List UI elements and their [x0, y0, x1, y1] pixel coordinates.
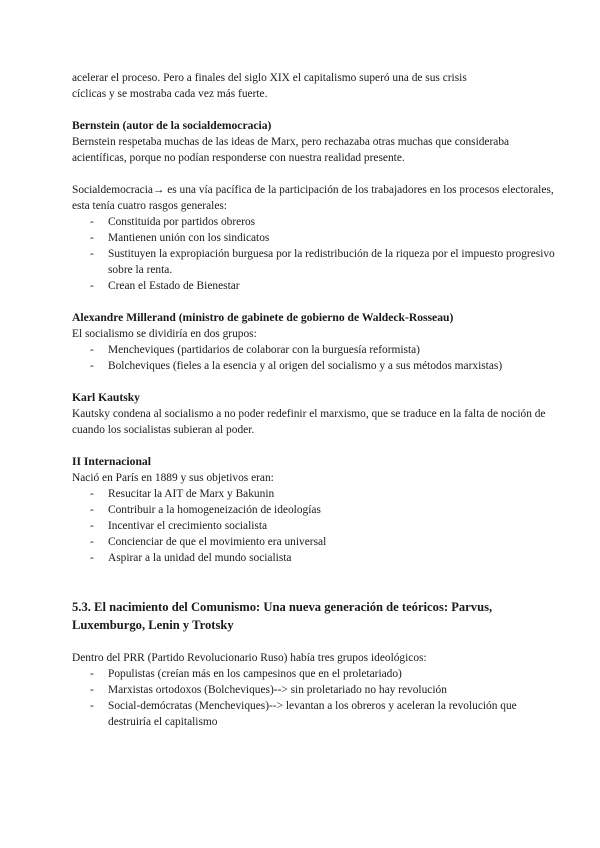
kautsky-heading: Karl Kautsky	[72, 391, 140, 404]
list-item: - Populistas (creían más en los campesinos que en el proletariado)	[72, 666, 560, 682]
millerand-list	[72, 342, 560, 374]
internacional-heading: II Internacional	[72, 455, 151, 468]
millerand-heading: Alexandre Millerand (ministro de gabinete de gobierno de Waldeck-Rosseau)	[72, 311, 454, 324]
list-item: - Bolcheviques (fieles a la esencia y al origen del socialismo y a sus métodos marxistas)	[72, 358, 560, 374]
socialdemocracia-intro: Socialdemocracia→ es una vía pacífica de la participación de los trabajadores en los procesos electorales, esta tenía cuatro rasgos generales:	[72, 184, 554, 212]
section-5-3-intro: Dentro del PRR (Partido Revolucionario Ruso) había tres grupos ideológicos:	[72, 652, 427, 664]
bernstein-heading: Bernstein (autor de la socialdemocracia)	[72, 119, 272, 132]
list-item: - Crean el Estado de Bienestar	[72, 278, 560, 294]
list-item: - Mencheviques (partidarios de colaborar con la burguesía reformista)	[72, 342, 560, 358]
spacer	[72, 374, 560, 390]
socialdemocracia-list	[72, 214, 560, 294]
spacer	[72, 566, 560, 598]
millerand-intro: El socialismo se dividiría en dos grupos:	[72, 328, 257, 340]
list-item: - Marxistas ortodoxos (Bolcheviques)--> sin proletariado no hay revolución	[72, 682, 560, 698]
list-item: - Concienciar de que el movimiento era universal	[72, 534, 560, 550]
spacer	[72, 438, 560, 454]
list-item: - Social-demócratas (Mencheviques)--> levantan a los obreros y aceleran la revolución que destruiría el capitalismo	[72, 698, 560, 730]
list-item: - Contribuir a la homogeneización de ideologías	[72, 502, 560, 518]
list-item: - Incentivar el crecimiento socialista	[72, 518, 560, 534]
intro-line-2: cíclicas y se mostraba cada vez más fuerte.	[72, 88, 268, 100]
spacer	[72, 166, 560, 182]
spacer	[72, 634, 560, 650]
intro-line-1: acelerar el proceso. Pero a finales del siglo XIX el capitalismo superó una de sus crisis	[72, 72, 467, 84]
list-item: - Aspirar a la unidad del mundo socialista	[72, 550, 560, 566]
kautsky-text: Kautsky condena al socialismo a no poder redefinir el marxismo, que se traduce en la falta de noción de cuando los socialistas subieran al poder.	[72, 408, 546, 436]
spacer	[72, 102, 560, 118]
section-5-3-list	[72, 666, 560, 730]
spacer	[72, 294, 560, 310]
internacional-intro: Nació en París en 1889 y sus objetivos eran:	[72, 472, 274, 484]
list-item: - Constituida por partidos obreros	[72, 214, 560, 230]
section-5-3-heading: 5.3. El nacimiento del Comunismo: Una nueva generación de teóricos: Parvus, Luxemburgo, Lenin y Trotsky	[72, 600, 493, 632]
internacional-list	[72, 486, 560, 566]
list-item: - Sustituyen la expropiación burguesa por la redistribución de la riqueza por el impuesto progresivo sobre la renta.	[72, 246, 560, 278]
bernstein-text: Bernstein respetaba muchas de las ideas de Marx, pero rechazaba otras muchas que consideraba acientíficas, porque no podían responderse con nuestra realidad presente.	[72, 136, 510, 164]
list-item: - Mantienen unión con los sindicatos	[72, 230, 560, 246]
list-item: - Resucitar la AIT de Marx y Bakunin	[72, 486, 560, 502]
